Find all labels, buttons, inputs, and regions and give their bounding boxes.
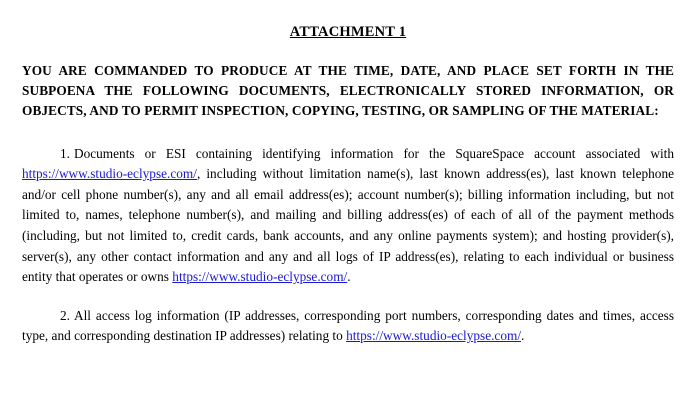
item-number: 2.: [60, 307, 70, 323]
studio-eclypse-link[interactable]: https://www.studio-eclypse.com/: [346, 328, 522, 344]
item-text-part3: .: [521, 328, 525, 344]
item-text-part1: All access log information (IP addresses, corresponding port numbers, corresponding dates and times, access type, and corresponding destination IP addresses) relating to: [22, 307, 674, 344]
item-text-part3: .: [347, 269, 351, 285]
item-text-part1: Documents or ESI containing identifying information for the SquareSpace account associated with: [74, 145, 674, 161]
item-number: 1.: [60, 145, 70, 161]
list-item: [22, 306, 674, 347]
command-heading: YOU ARE COMMANDED TO PRODUCE AT THE TIME, DATE, AND PLACE SET FORTH IN THE SUBPOENA THE FOLLOWING DOCUMENTS, ELECTRONICALLY STORED INFORMATION, OR OBJECTS, AND TO PERMIT INSPECTION, COPYING, TESTING, OR SAMPLING OF THE MATERIAL:: [22, 63, 674, 119]
list-item: [22, 144, 674, 288]
page-title: ATTACHMENT 1: [289, 24, 407, 40]
studio-eclypse-link[interactable]: https://www.studio-eclypse.com/: [22, 166, 197, 182]
item-text-part2: , including without limitation name(s), last known address(es), last known telephone and/or cell phone number(s), any and all email address(es); account number(s); billing information including, but not limited to, names, telephone number(s), and mailing and billing address(es) of each of all of the payment methods (including, but not limited to, credit cards, bank accounts, and any online payments system); and hosting provider(s), server(s), any other contact information and any and all logs of IP address(es), relating to each individual or business entity that operates or owns: [22, 166, 674, 285]
studio-eclypse-link[interactable]: https://www.studio-eclypse.com/: [172, 269, 348, 285]
